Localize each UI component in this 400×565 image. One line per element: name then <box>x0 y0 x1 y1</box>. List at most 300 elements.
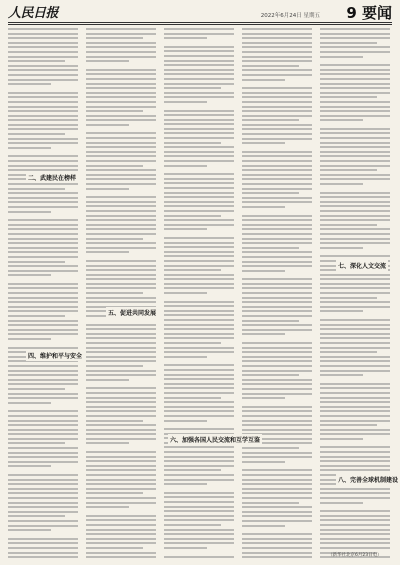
text-line <box>320 56 363 58</box>
text-line <box>8 547 78 549</box>
text-line <box>164 328 234 330</box>
text-line <box>320 469 390 471</box>
text-line <box>8 206 78 208</box>
text-line <box>320 524 390 526</box>
text-line <box>86 28 156 30</box>
text-column-3 <box>164 28 234 558</box>
text-line <box>320 242 390 244</box>
text-line <box>86 524 156 526</box>
text-line <box>320 351 377 353</box>
text-line <box>8 447 78 449</box>
text-line <box>242 151 312 153</box>
text-line <box>164 483 207 485</box>
text-line <box>242 333 285 335</box>
text-line <box>164 519 234 521</box>
text-line <box>86 265 156 267</box>
text-line <box>86 278 156 280</box>
text-line <box>86 73 156 75</box>
text-line <box>164 265 234 267</box>
text-line <box>320 219 390 221</box>
text-line <box>8 119 78 121</box>
text-line <box>164 137 234 139</box>
text-line <box>164 128 234 130</box>
text-line <box>86 529 156 531</box>
text-line <box>8 147 51 149</box>
text-line <box>242 347 312 349</box>
text-line <box>320 287 390 289</box>
text-line <box>8 452 78 454</box>
text-line <box>86 297 156 299</box>
text-line <box>320 465 390 467</box>
text-line <box>8 520 78 522</box>
text-line <box>8 497 78 499</box>
text-line <box>242 197 312 199</box>
section-heading-6: 六、加强各国人民交流和互学互鉴 <box>168 434 262 445</box>
text-line <box>86 37 143 39</box>
text-line <box>8 92 78 94</box>
text-line <box>320 420 390 422</box>
text-line <box>164 460 234 462</box>
text-line <box>86 337 156 339</box>
text-line <box>320 37 390 39</box>
text-line <box>8 397 78 399</box>
text-line <box>242 251 312 253</box>
text-line <box>164 406 234 408</box>
text-line <box>8 461 78 463</box>
text-line <box>86 174 156 176</box>
text-line <box>320 383 390 385</box>
text-line <box>8 552 78 554</box>
text-line <box>86 96 156 98</box>
text-line <box>164 287 234 289</box>
text-line <box>86 233 156 235</box>
text-line <box>242 206 285 208</box>
text-line <box>86 506 129 508</box>
text-line <box>86 169 156 171</box>
text-line <box>86 552 156 554</box>
text-line <box>164 173 234 175</box>
text-line <box>242 174 312 176</box>
text-line <box>8 324 78 326</box>
text-line <box>320 210 390 212</box>
text-line <box>242 87 312 89</box>
text-line <box>320 519 390 521</box>
text-line <box>320 137 390 139</box>
text-line <box>164 69 234 71</box>
text-line <box>242 178 312 180</box>
text-line <box>164 92 234 94</box>
text-line <box>86 238 143 240</box>
text-line <box>242 74 312 76</box>
text-line <box>164 387 234 389</box>
text-line <box>86 274 156 276</box>
text-line <box>320 196 390 198</box>
text-line <box>320 278 390 280</box>
text-line <box>8 465 51 467</box>
text-line <box>242 429 312 431</box>
text-line <box>8 160 78 162</box>
text-line <box>8 479 78 481</box>
text-line <box>242 406 312 408</box>
text-line <box>320 78 390 80</box>
text-line <box>164 132 234 134</box>
section-heading-5: 五、促进共同发展 <box>106 307 158 318</box>
text-line <box>242 360 312 362</box>
text-line <box>242 228 312 230</box>
text-line <box>320 292 390 294</box>
text-line <box>164 410 234 412</box>
text-line <box>86 183 156 185</box>
text-line <box>164 506 234 508</box>
text-line <box>320 387 390 389</box>
text-line <box>8 287 78 289</box>
text-line <box>86 374 156 376</box>
text-line <box>86 247 156 249</box>
text-line <box>242 374 299 376</box>
text-line <box>8 542 78 544</box>
text-line <box>86 387 156 389</box>
text-line <box>242 115 312 117</box>
text-line <box>320 128 390 130</box>
text-line <box>164 515 234 517</box>
text-line <box>8 315 65 317</box>
text-line <box>320 333 390 335</box>
text-line <box>320 328 390 330</box>
text-line <box>320 192 390 194</box>
text-line <box>320 110 390 112</box>
text-line <box>320 132 390 134</box>
text-line <box>86 502 156 504</box>
text-line <box>8 242 78 244</box>
text-line <box>164 392 234 394</box>
text-line <box>320 146 390 148</box>
text-line <box>8 488 78 490</box>
text-line <box>242 51 312 53</box>
text-line <box>320 297 377 299</box>
text-line <box>86 110 143 112</box>
text-line <box>8 506 78 508</box>
text-line <box>164 242 234 244</box>
text-line <box>8 96 78 98</box>
text-line <box>320 224 377 226</box>
text-line <box>242 483 312 485</box>
text-line <box>320 370 390 372</box>
text-line <box>164 351 234 353</box>
text-line <box>164 542 234 544</box>
text-line <box>242 188 312 190</box>
text-line <box>242 415 312 417</box>
text-line <box>320 142 390 144</box>
text-line <box>164 474 234 476</box>
text-line <box>164 182 234 184</box>
text-line <box>320 247 363 249</box>
text-line <box>320 406 390 408</box>
text-line <box>242 37 312 39</box>
text-line <box>242 370 312 372</box>
text-line <box>8 292 78 294</box>
section-heading-4: 四、维护和平与安全 <box>26 350 84 361</box>
text-line <box>8 233 78 235</box>
text-line <box>8 511 78 513</box>
text-line <box>164 428 234 430</box>
text-line <box>164 319 234 321</box>
text-line <box>8 410 78 412</box>
text-line <box>242 492 312 494</box>
text-line <box>320 410 390 412</box>
text-line <box>8 197 78 199</box>
text-line <box>242 28 312 30</box>
text-line <box>86 492 143 494</box>
text-line <box>86 151 156 153</box>
text-line <box>242 420 312 422</box>
text-line <box>8 165 78 167</box>
text-line <box>164 155 234 157</box>
text-line <box>242 133 312 135</box>
text-column-4 <box>242 28 312 558</box>
text-line <box>320 451 390 453</box>
text-line <box>164 64 234 66</box>
text-line <box>86 60 129 62</box>
text-line <box>164 73 234 75</box>
text-line <box>8 128 78 130</box>
text-line <box>86 56 156 58</box>
text-line <box>86 201 156 203</box>
text-line <box>8 297 78 299</box>
text-line <box>8 483 78 485</box>
text-column-1 <box>8 28 78 558</box>
text-line <box>242 301 312 303</box>
text-line <box>320 529 390 531</box>
text-line <box>8 142 78 144</box>
text-line <box>242 479 312 481</box>
text-line <box>242 393 312 395</box>
text-line <box>164 228 207 230</box>
text-line <box>8 442 65 444</box>
text-line <box>86 456 156 458</box>
text-line <box>8 525 78 527</box>
text-line <box>86 51 156 53</box>
text-line <box>8 388 65 390</box>
text-line <box>164 415 234 417</box>
text-line <box>86 132 156 134</box>
text-line <box>86 519 156 521</box>
text-line <box>164 151 234 153</box>
text-line <box>164 533 234 535</box>
text-line <box>86 465 156 467</box>
text-line <box>320 533 390 535</box>
text-line <box>86 379 129 381</box>
text-line <box>86 542 156 544</box>
text-line <box>320 337 390 339</box>
text-line <box>320 460 390 462</box>
text-line <box>164 451 234 453</box>
text-line <box>86 137 156 139</box>
text-line <box>8 320 78 322</box>
text-line <box>320 488 390 490</box>
text-line <box>164 274 234 276</box>
text-line <box>164 192 234 194</box>
issue-date: 2022年6月24日 星期五 <box>260 13 320 19</box>
text-line <box>8 429 78 431</box>
text-line <box>86 46 156 48</box>
text-line <box>320 42 377 44</box>
text-line <box>320 301 390 303</box>
text-line <box>164 446 234 448</box>
text-line <box>8 415 78 417</box>
text-line <box>242 342 312 344</box>
text-line <box>320 96 377 98</box>
text-line <box>242 502 299 504</box>
text-line <box>242 283 312 285</box>
text-line <box>164 123 234 125</box>
text-line <box>164 260 234 262</box>
text-line <box>8 33 78 35</box>
text-line <box>8 110 78 112</box>
text-line <box>8 101 78 103</box>
text-line <box>8 492 78 494</box>
text-line <box>8 183 78 185</box>
text-line <box>320 365 390 367</box>
text-line <box>242 106 312 108</box>
text-line <box>242 329 312 331</box>
text-line <box>242 119 299 121</box>
text-line <box>86 356 156 358</box>
text-line <box>164 314 234 316</box>
text-line <box>242 538 312 540</box>
text-line <box>8 69 78 71</box>
text-line <box>320 64 390 66</box>
text-line <box>164 492 234 494</box>
masthead-rule-thin <box>8 24 392 25</box>
text-line <box>320 115 390 117</box>
text-line <box>164 337 234 339</box>
text-line <box>164 556 234 558</box>
text-line <box>8 256 78 258</box>
text-line <box>86 42 156 44</box>
text-line <box>164 96 234 98</box>
text-line <box>86 324 156 326</box>
text-line <box>164 187 234 189</box>
text-line <box>86 410 156 412</box>
text-line <box>86 469 156 471</box>
text-line <box>8 211 51 213</box>
text-line <box>320 374 363 376</box>
text-column-2 <box>86 28 156 558</box>
text-line <box>86 397 156 399</box>
text-line <box>242 128 312 130</box>
text-line <box>86 488 156 490</box>
text-line <box>86 224 156 226</box>
text-line <box>86 438 156 440</box>
text-line <box>164 479 234 481</box>
text-line <box>86 351 156 353</box>
text-line <box>86 460 156 462</box>
text-line <box>8 456 78 458</box>
text-line <box>86 283 156 285</box>
text-line <box>86 538 156 540</box>
text-line <box>8 424 78 426</box>
text-line <box>164 201 234 203</box>
text-line <box>242 515 312 517</box>
text-line <box>8 247 78 249</box>
text-line <box>86 497 156 499</box>
text-line <box>164 28 234 30</box>
text-line <box>86 342 156 344</box>
text-line <box>164 529 234 531</box>
text-line <box>86 119 156 121</box>
text-line <box>86 178 156 180</box>
text-line <box>8 502 78 504</box>
text-line <box>86 333 156 335</box>
text-line <box>242 160 312 162</box>
text-line <box>242 452 312 454</box>
text-line <box>8 228 78 230</box>
text-line <box>86 360 156 362</box>
text-line <box>8 188 65 190</box>
text-line <box>320 106 390 108</box>
text-line <box>8 238 78 240</box>
masthead-rule <box>8 22 392 23</box>
text-line <box>320 233 390 235</box>
text-line <box>320 515 390 517</box>
text-line <box>242 201 312 203</box>
text-line <box>242 219 312 221</box>
text-line <box>242 56 312 58</box>
text-line <box>86 442 129 444</box>
text-line <box>8 42 78 44</box>
text-line <box>164 364 234 366</box>
text-line <box>242 497 312 499</box>
text-line <box>242 233 312 235</box>
text-line <box>320 201 390 203</box>
text-line <box>164 110 234 112</box>
text-line <box>164 146 234 148</box>
text-line <box>164 33 234 35</box>
text-line <box>320 119 363 121</box>
text-line <box>320 205 390 207</box>
text-line <box>164 524 221 526</box>
text-line <box>164 538 234 540</box>
text-line <box>164 456 234 458</box>
text-line <box>164 142 221 144</box>
closing-note: （新华社北京6月23日电） <box>328 553 382 558</box>
text-line <box>242 224 312 226</box>
text-line <box>8 538 78 540</box>
text-line <box>320 497 390 499</box>
text-line <box>242 533 312 535</box>
text-line <box>86 392 156 394</box>
text-line <box>8 74 78 76</box>
text-line <box>320 151 390 153</box>
text-line <box>86 165 143 167</box>
text-line <box>8 37 78 39</box>
text-line <box>164 501 234 503</box>
text-line <box>164 292 207 294</box>
text-line <box>320 324 390 326</box>
text-line <box>164 178 234 180</box>
text-line <box>242 461 285 463</box>
text-line <box>8 201 78 203</box>
text-line <box>164 219 234 221</box>
text-line <box>8 155 78 157</box>
text-line <box>164 401 234 403</box>
text-line <box>320 174 390 176</box>
text-line <box>8 265 78 267</box>
text-line <box>86 78 156 80</box>
text-line <box>86 328 156 330</box>
text-line <box>242 169 312 171</box>
text-line <box>86 260 156 262</box>
